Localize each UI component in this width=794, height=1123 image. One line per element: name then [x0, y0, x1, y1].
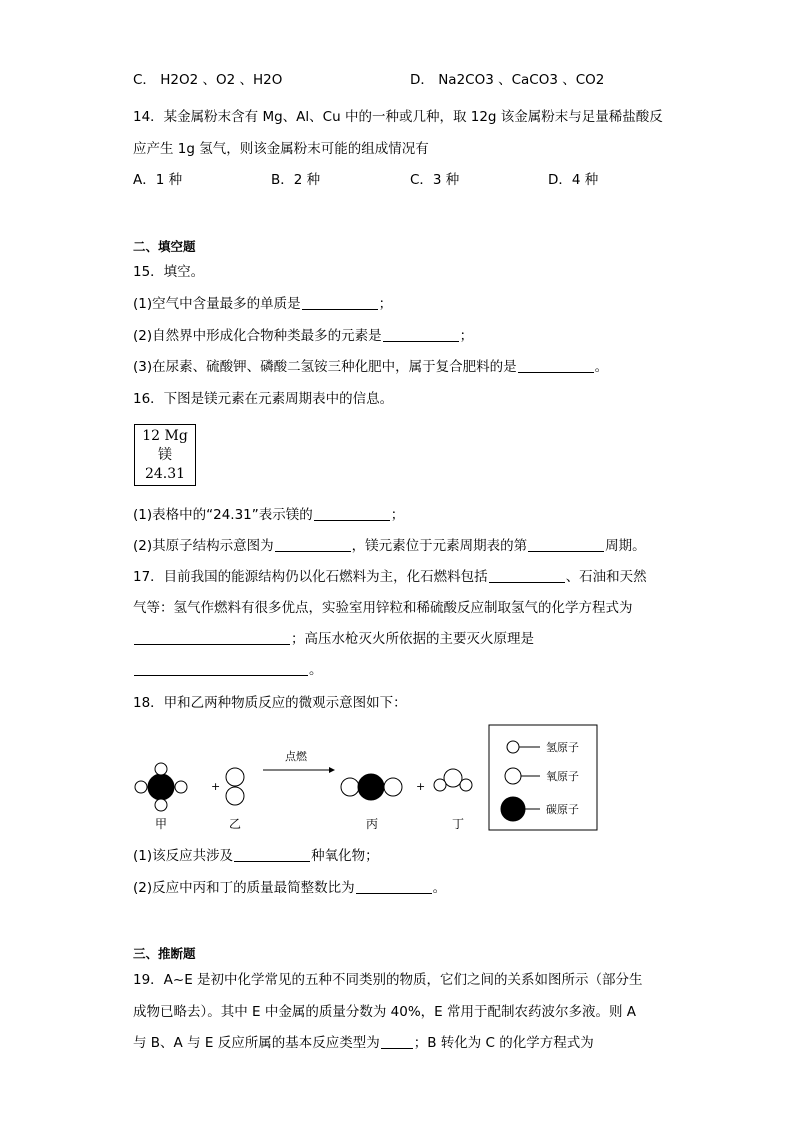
q14-option-b: B．2 种: [271, 172, 321, 188]
q16-item-1: (1)表格中的“24.31”表示镁的 ；: [133, 507, 405, 523]
legend-carbon-icon: [501, 797, 525, 821]
q17-blank-1[interactable]: [489, 568, 565, 583]
q13-option-c: C． H2O2 、O2 、H2O: [133, 72, 283, 88]
q18-blank-1[interactable]: [234, 847, 310, 862]
q15-title: 15．填空。: [133, 264, 205, 280]
legend-carbon-label: 碳原子: [546, 803, 579, 816]
q18-reaction-diagram: [0, 720, 794, 840]
mg-mass: 24.31: [144, 466, 186, 482]
section-2-title: 二、填空题: [133, 239, 196, 254]
q13-option-c-formula: H2O2 、O2 、H2O: [160, 72, 283, 88]
q14-line-2: 应产生 1g 氢气，则该金属粉末可能的组成情况有: [133, 141, 429, 157]
q14-line-1: 14．某金属粉末含有 Mg、Al、Cu 中的一种或几种，取 12g 该金属粉末与足量稀盐酸反: [133, 109, 663, 125]
label-bing: 丙: [366, 817, 379, 831]
q13-option-d-formula: Na2CO3 、CaCO3 、CO2: [438, 72, 605, 88]
mg-name: 镁: [158, 447, 172, 463]
q16-blank-2[interactable]: [275, 537, 351, 552]
q16-blank-1[interactable]: [314, 506, 390, 521]
reaction-arrowhead: [329, 767, 335, 773]
q15-item-1: (1)空气中含量最多的单质是 ；: [133, 296, 393, 312]
q18-blank-2[interactable]: [356, 879, 432, 894]
q17-blank-2[interactable]: [134, 630, 290, 645]
legend-oxygen-icon: [505, 768, 521, 784]
molecule-bing: [341, 774, 402, 800]
q16-blank-3[interactable]: [528, 537, 604, 552]
q16-title: 16．下图是镁元素在元素周期表中的信息。: [133, 391, 394, 407]
molecule-ding: [434, 769, 472, 791]
q19-line-1: 19．A~E 是初中化学常见的五种不同类别的物质，它们之间的关系如图所示（部分生: [133, 972, 643, 988]
q18-item-2: (2)反应中丙和丁的质量最简整数比为 。: [133, 880, 447, 896]
q14-option-a: A．1 种: [133, 172, 183, 188]
label-ding: 丁: [452, 817, 465, 831]
q19-blank-1[interactable]: [381, 1034, 413, 1049]
legend-box: [489, 725, 597, 830]
label-yi: 乙: [229, 817, 242, 831]
plus-sign-2: +: [416, 780, 426, 793]
q17-blank-3[interactable]: [134, 661, 308, 676]
q14-option-c: C．3 种: [410, 172, 460, 188]
molecule-yi: [226, 768, 244, 805]
q15-blank-1[interactable]: [302, 295, 378, 310]
q15-item-3: (3)在尿素、硫酸钾、磷酸二氢铵三种化肥中，属于复合肥料的是 。: [133, 359, 609, 375]
q18-item-1: (1)该反应共涉及 种氧化物；: [133, 848, 379, 864]
q15-item-2: (2)自然界中形成化合物种类最多的元素是 ；: [133, 328, 474, 344]
q17-line-1: 17．目前我国的能源结构仍以化石燃料为主，化石燃料包括 、石油和天然: [133, 569, 647, 585]
plus-sign-1: +: [211, 780, 221, 793]
q14-option-d: D．4 种: [548, 172, 599, 188]
q15-blank-2[interactable]: [383, 327, 459, 342]
q16-item-2: (2)其原子结构示意图为 ，镁元素位于元素周期表的第 周期。: [133, 538, 646, 554]
q17-line-3: ；高压水枪灭火所依据的主要灭火原理是: [133, 629, 534, 649]
mg-number-symbol: 12 Mg: [142, 428, 188, 444]
legend-hydrogen-icon: [507, 741, 519, 753]
molecule-jia: [135, 763, 187, 811]
q19-line-3: 与 B、A 与 E 反应所属的基本反应类型为 ；B 转化为 C 的化学方程式为: [133, 1035, 594, 1051]
q13-option-d: D． Na2CO3 、CaCO3 、CO2: [410, 72, 605, 88]
q17-line-2: 气等：氢气作燃料有很多优点，实验室用锌粒和稀硫酸反应制取氢气的化学方程式为: [133, 600, 633, 616]
periodic-table-cell-mg: [134, 424, 196, 486]
q17-line-4: 。: [133, 660, 323, 680]
reaction-condition: 点燃: [285, 750, 307, 763]
label-jia: 甲: [155, 817, 168, 831]
legend-hydrogen-label: 氢原子: [546, 741, 579, 754]
legend-oxygen-label: 氧原子: [546, 770, 579, 783]
q19-line-2: 成物已略去）。其中 E 中金属的质量分数为 40%，E 常用于配制农药波尔多液。则 A: [133, 1004, 637, 1020]
q18-title: 18．甲和乙两种物质反应的微观示意图如下：: [133, 695, 407, 711]
q15-blank-3[interactable]: [518, 358, 594, 373]
section-3-title: 三、推断题: [133, 946, 196, 961]
